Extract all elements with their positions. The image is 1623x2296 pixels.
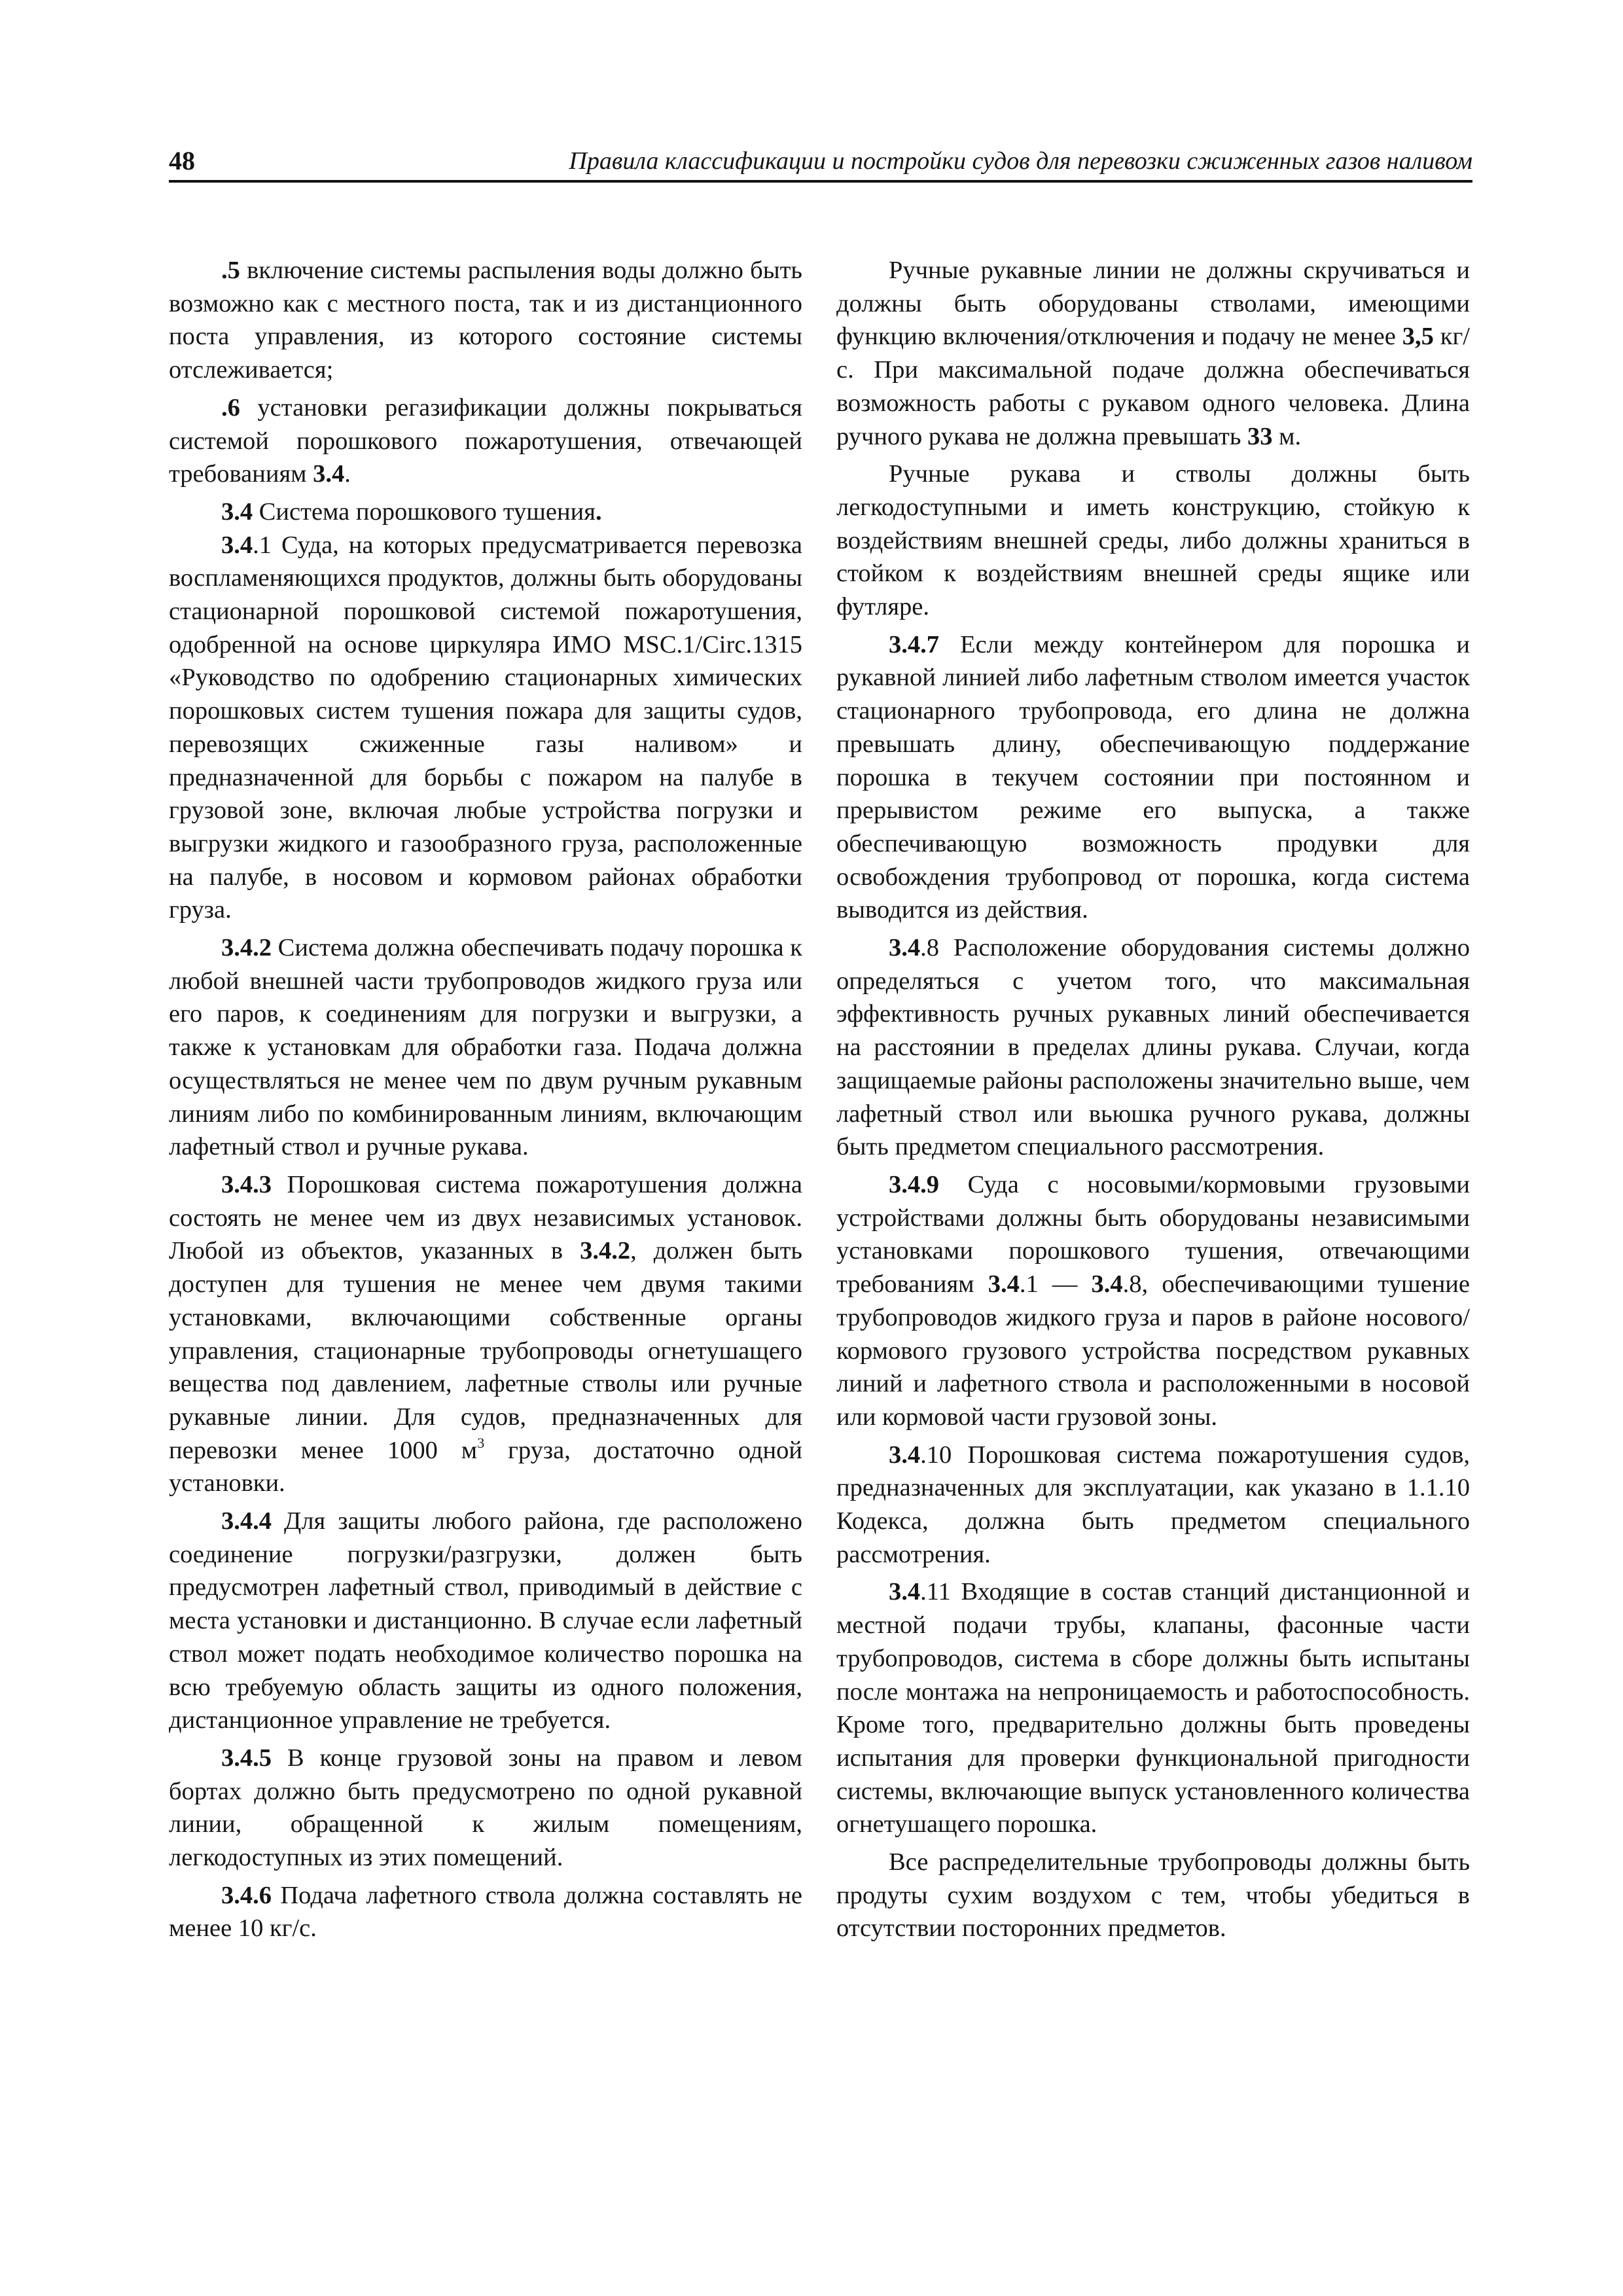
paragraph-3-4-3 [169, 1168, 802, 1500]
paragraph-3-4-9 [836, 1168, 1470, 1434]
paragraph-number: 3.4.5 [221, 1744, 272, 1772]
paragraph-text: Если между контейнером для порошка и рукавной линией либо лафетным стволом имеется участок стационарного трубопровода, его длина не должна превышать длину, обеспечивающую поддержание порошка в текучем состоянии при постоянном и прерывистом режиме его выпуска, а также обеспечивающую возможность продувки для освобождения трубопровод от порошка, когда система выводится из действия. [836, 630, 1470, 924]
paragraph-text: Порошковая система пожаротушения должна состоять не менее чем из двух независимых установок. Любой из объектов, указанных в [169, 1170, 802, 1265]
section-reference: 3.4 [313, 460, 345, 488]
paragraph-3-4-5 [169, 1742, 802, 1874]
paragraph-text: Суда с носовыми/кормовыми грузовыми устройствами должны быть оборудованы независимыми установками порошкового тушения, отвечающими требованиям [836, 1170, 1470, 1299]
paragraph-text-end: м. [1272, 422, 1302, 450]
paragraph-number: 3.4 [889, 934, 921, 962]
paragraph-text-end: груза, достаточно одной установки. [169, 1436, 803, 1498]
superscript: 3 [477, 1434, 485, 1451]
value-flow-rate: 3,5 [1402, 323, 1434, 351]
paragraph-number: 3.4.3 [221, 1170, 272, 1198]
paragraph-3-4-7 [836, 628, 1470, 927]
paragraph-number: 3.4.6 [221, 1881, 272, 1909]
paragraph-text: Подача лафетного ствола должна составлять не менее 10 кг/с. [169, 1881, 802, 1943]
item-6 [169, 391, 802, 491]
section-heading-3-4 [169, 495, 802, 529]
paragraph-text: Ручные рукавные линии не должны скручиваться и должны быть оборудованы стволами, имеющими функцию включения/отключения и подачу не менее [836, 257, 1470, 351]
paragraph-text-continued: , обеспечивающими тушение трубопроводов жидкого груза и паров в районе носового/кормового грузового устройства посредством рукавных линий и лафетного ствола и расположенными в носовой или кормовой части грузовой зоны. [836, 1270, 1470, 1431]
paragraph-3-4-10 [836, 1439, 1470, 1571]
item-text: установки регазификации должны покрываться системой порошкового пожаротушения, отвечающей требованиям [169, 393, 802, 488]
paragraph-text: В конце грузовой зоны на правом и левом бортах должно быть предусмотрено по одной рукавной линии, обращенной к жилым помещениям, легкодоступных из этих помещений. [169, 1744, 802, 1872]
paragraph-text: Система должна обеспечивать подачу порошка к любой внешней части трубопроводов жидкого груза или его паров, к соединениям для погрузки и выгрузки, а также к установкам для обработки газа. Подача должна осуществляться не менее чем по двум ручным рукавным линиям либо по комбинированным линиям, включающим лафетный ствол и ручные рукава. [169, 934, 802, 1161]
section-reference-suffix: .8 [1122, 1270, 1142, 1299]
left-column [169, 254, 802, 1945]
paragraph-number-suffix: .1 [253, 531, 272, 559]
paragraph-hose-storage [836, 457, 1470, 624]
section-reference-suffix: .1 — [1019, 1270, 1092, 1299]
paragraph-number: 3.4 [221, 531, 253, 559]
paragraph-number-suffix: .10 [920, 1441, 952, 1469]
page-header [169, 145, 1472, 182]
running-title: Правила классификации и постройки судов для перевозки сжиженных газов наливом [569, 147, 1472, 175]
paragraph-number-suffix: .8 [920, 934, 939, 962]
paragraph-number: 3.4.2 [221, 934, 272, 962]
item-text: включение системы распыления воды должно быть возможно как с местного поста, так и из дистанционного поста управления, из которого состояние системы отслеживается; [169, 257, 802, 384]
paragraph-3-4-2 [169, 931, 802, 1164]
paragraph-text-continued: кг/с. При максимальной подаче должна обеспечиваться возможность работы с рукавом одного человека. Длина ручного рукава не должна превышать [836, 323, 1470, 450]
paragraph-number: 3.4.7 [889, 630, 939, 658]
header-rule [169, 180, 1472, 183]
paragraph-text: Порошковая система пожаротушения судов, предназначенных для эксплуатации, как указано в 1.1.10 Кодекса, должна быть предметом специального рассмотрения. [836, 1441, 1470, 1568]
paragraph-3-4-4 [169, 1505, 802, 1737]
paragraph-text: Ручные рукава и стволы должны быть легкодоступными и иметь конструкцию, стойкую к воздействиям внешней среды, либо должны храниться в стойком к воздействиям внешней среды ящике или футляре. [836, 460, 1470, 621]
value-hose-length: 33 [1247, 422, 1273, 450]
item-5 [169, 254, 802, 387]
paragraph-number: 3.4 [889, 1441, 921, 1469]
paragraph-number: 3.4.9 [889, 1170, 939, 1198]
paragraph-3-4-8 [836, 931, 1470, 1164]
section-reference: 3.4 [1091, 1270, 1123, 1299]
section-reference: 3.4.2 [580, 1237, 631, 1265]
paragraph-text: Расположение оборудования системы должно определяться с учетом того, что максимальная эффективность ручных рукавных линий обеспечивается на расстоянии в пределах длины рукава. Случаи, когда защищаемые районы расположены значительно выше, чем лафетный ствол или вьюшка ручного рукава, должны быть предметом специального рассмотрения. [836, 934, 1470, 1161]
paragraph-number: 3.4.4 [221, 1507, 272, 1535]
item-number: .6 [221, 393, 240, 422]
page-number: 48 [169, 146, 195, 175]
paragraph-3-4-1 [169, 529, 802, 927]
paragraph-text: Для защиты любого района, где расположено соединение погрузки/разгрузки, должен быть предусмотрен лафетный ствол, приводимый в действие с места установки и дистанционно. В случае если лафетный ствол может подать необходимое количество порошка на всю требуемую область защиты из одного положения, дистанционное управление не требуется. [169, 1507, 802, 1734]
paragraph-number-suffix: .11 [920, 1578, 951, 1606]
item-text-end: . [344, 460, 351, 488]
right-column [836, 254, 1470, 1945]
section-title: Система порошкового тушения [253, 497, 596, 526]
item-number: .5 [221, 257, 240, 284]
section-reference: 3.4 [988, 1270, 1020, 1299]
paragraph-3-4-6 [169, 1879, 802, 1945]
paragraph-text: Входящие в состав станций дистанционной и местной подачи трубы, клапаны, фасонные части трубопроводов, система в сборе должны быть испытаны после монтажа на непроницаемость и работоспособность. Кроме того, предварительно должны быть проведены испытания для проверки функциональной пригодности системы, включающие выпуск установленного количества огнетушащего порошка. [836, 1578, 1470, 1839]
paragraph-hose-lines [836, 254, 1470, 453]
paragraph-text: Все распределительные трубопроводы должны быть продуты сухим воздухом с тем, чтобы убедиться в отсутствии посторонних предметов. [836, 1848, 1470, 1943]
paragraph-3-4-11 [836, 1575, 1470, 1841]
paragraph-text-continued: , должен быть доступен для тушения не менее чем двумя такими установками, включающими собственные органы управления, стационарные трубопроводы огнетушащего вещества под давлением, лафетные стволы или ручные рукавные линии. Для судов, предназначенных для перевозки менее 1000 м [169, 1237, 802, 1464]
paragraph-text: Суда, на которых предусматривается перевозка воспламеняющихся продуктов, должны быть оборудованы стационарной порошковой системой пожаротушения, одобренной на основе циркуляра ИМО MSC.1/Circ.1315 «Руководство по одобрению стационарных химических порошковых систем тушения пожара для защиты судов, перевозящих сжиженные газы наливом» и предназначенной для борьбы с пожаром на палубе в грузовой зоне, включая любые устройства погрузки и выгрузки жидкого и газообразного груза, расположенные на палубе, в носовом и кормовом районах обработки груза. [169, 531, 802, 924]
paragraph-pipeline-purge [836, 1846, 1470, 1945]
paragraph-number: 3.4 [889, 1578, 921, 1606]
section-title-end: . [595, 497, 602, 526]
section-number: 3.4 [221, 497, 253, 526]
